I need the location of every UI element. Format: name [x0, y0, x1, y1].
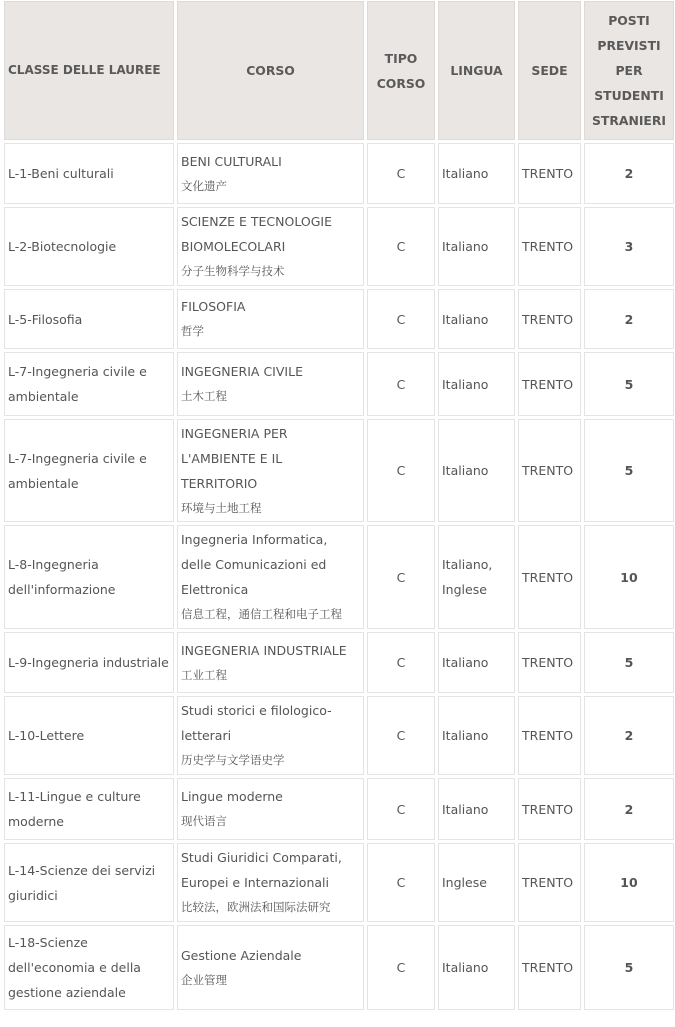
cell-corso — [177, 925, 364, 1010]
corso-name-italian: Studi storici e filologico-letterari — [181, 703, 332, 743]
cell-sede: TRENTO — [518, 352, 581, 416]
corso-name-chinese: 分子生物科学与技术 — [181, 264, 285, 278]
table-row — [4, 352, 674, 416]
cell-posti: 5 — [584, 925, 674, 1010]
corso-name-chinese: 历史学与文学语史学 — [181, 753, 285, 767]
table-row — [4, 696, 674, 775]
courses-table — [1, 0, 675, 1013]
cell-sede: TRENTO — [518, 419, 581, 522]
cell-classe: L-5-Filosofia — [4, 289, 174, 349]
corso-name-chinese: 信息工程，通信工程和电子工程 — [181, 607, 342, 621]
corso-name-italian: INGEGNERIA PER L'AMBIENTE E IL TERRITORIO — [181, 425, 288, 491]
table-row — [4, 843, 674, 922]
cell-lingua: Italiano — [438, 289, 515, 349]
cell-tipo: C — [367, 207, 435, 286]
header-classe: CLASSE DELLE LAUREE — [4, 1, 174, 140]
cell-corso — [177, 352, 364, 416]
table-row — [4, 419, 674, 522]
cell-lingua: Italiano — [438, 925, 515, 1010]
cell-classe: L-14-Scienze dei servizi giuridici — [4, 843, 174, 922]
cell-lingua: Italiano — [438, 352, 515, 416]
cell-lingua: Italiano — [438, 696, 515, 775]
table-row — [4, 143, 674, 204]
header-sede: SEDE — [518, 1, 581, 140]
cell-classe: L-9-Ingegneria industriale — [4, 632, 174, 693]
cell-classe: L-1-Beni culturali — [4, 143, 174, 204]
table-row — [4, 632, 674, 693]
table-row — [4, 289, 674, 349]
corso-name-italian: Gestione Aziendale — [181, 947, 302, 963]
header-posti: POSTI PREVISTI PER STUDENTI STRANIERI — [584, 1, 674, 140]
table-row — [4, 525, 674, 629]
corso-name-italian: INGEGNERIA CIVILE — [181, 364, 303, 379]
corso-name-chinese: 土木工程 — [181, 389, 227, 403]
corso-name-chinese: 工业工程 — [181, 667, 227, 682]
corso-name-chinese: 文化遗产 — [181, 178, 227, 193]
cell-corso — [177, 843, 364, 922]
cell-sede: TRENTO — [518, 843, 581, 922]
cell-sede: TRENTO — [518, 207, 581, 286]
cell-tipo: C — [367, 525, 435, 629]
cell-tipo: C — [367, 419, 435, 522]
cell-sede: TRENTO — [518, 925, 581, 1010]
cell-sede: TRENTO — [518, 143, 581, 204]
cell-tipo: C — [367, 843, 435, 922]
corso-name-chinese: 现代语言 — [181, 814, 227, 828]
cell-posti: 10 — [584, 525, 674, 629]
cell-posti: 10 — [584, 843, 674, 922]
cell-lingua: Inglese — [438, 843, 515, 922]
cell-lingua: Italiano — [438, 143, 515, 204]
cell-posti: 2 — [584, 143, 674, 204]
cell-corso — [177, 289, 364, 349]
corso-name-chinese: 比较法，欧洲法和国际法研究 — [181, 900, 331, 914]
cell-corso — [177, 143, 364, 204]
cell-sede: TRENTO — [518, 696, 581, 775]
cell-tipo: C — [367, 925, 435, 1010]
cell-corso — [177, 525, 364, 629]
header-lingua: LINGUA — [438, 1, 515, 140]
cell-sede: TRENTO — [518, 289, 581, 349]
corso-name-italian: Lingue moderne — [181, 789, 283, 804]
table-header-row — [4, 1, 674, 140]
table-row — [4, 778, 674, 840]
corso-name-italian: Studi Giuridici Comparati, Europei e Internazionali — [181, 850, 342, 890]
corso-name-italian: Ingegneria Informatica, delle Comunicazioni ed Elettronica — [181, 532, 328, 597]
cell-posti: 5 — [584, 419, 674, 522]
cell-corso — [177, 207, 364, 286]
cell-lingua: Italiano, Inglese — [438, 525, 515, 629]
corso-name-italian: INGEGNERIA INDUSTRIALE — [181, 642, 347, 658]
cell-corso — [177, 778, 364, 840]
cell-corso — [177, 696, 364, 775]
cell-classe: L-7-Ingegneria civile e ambientale — [4, 352, 174, 416]
cell-posti: 5 — [584, 632, 674, 693]
table-row — [4, 925, 674, 1010]
cell-tipo: C — [367, 632, 435, 693]
cell-classe: L-8-Ingegneria dell'informazione — [4, 525, 174, 629]
cell-classe: L-10-Lettere — [4, 696, 174, 775]
cell-lingua: Italiano — [438, 632, 515, 693]
table-row — [4, 207, 674, 286]
header-tipo: TIPO CORSO — [367, 1, 435, 140]
corso-name-chinese: 环境与土地工程 — [181, 500, 262, 515]
cell-corso — [177, 419, 364, 522]
header-corso: CORSO — [177, 1, 364, 140]
cell-tipo: C — [367, 778, 435, 840]
cell-posti: 3 — [584, 207, 674, 286]
cell-posti: 2 — [584, 696, 674, 775]
corso-name-italian: BENI CULTURALI — [181, 153, 282, 169]
cell-posti: 2 — [584, 778, 674, 840]
cell-posti: 5 — [584, 352, 674, 416]
cell-lingua: Italiano — [438, 419, 515, 522]
cell-lingua: Italiano — [438, 207, 515, 286]
cell-classe: L-2-Biotecnologie — [4, 207, 174, 286]
cell-posti: 2 — [584, 289, 674, 349]
cell-tipo: C — [367, 352, 435, 416]
cell-lingua: Italiano — [438, 778, 515, 840]
cell-tipo: C — [367, 143, 435, 204]
corso-name-chinese: 哲学 — [181, 324, 204, 338]
cell-classe: L-7-Ingegneria civile e ambientale — [4, 419, 174, 522]
cell-tipo: C — [367, 289, 435, 349]
cell-classe: L-18-Scienze dell'economia e della gestione aziendale — [4, 925, 174, 1010]
cell-corso — [177, 632, 364, 693]
corso-name-chinese: 企业管理 — [181, 972, 227, 987]
cell-tipo: C — [367, 696, 435, 775]
cell-classe: L-11-Lingue e culture moderne — [4, 778, 174, 840]
corso-name-italian: SCIENZE E TECNOLOGIE BIOMOLECOLARI — [181, 214, 332, 254]
cell-sede: TRENTO — [518, 525, 581, 629]
cell-sede: TRENTO — [518, 632, 581, 693]
cell-sede: TRENTO — [518, 778, 581, 840]
corso-name-italian: FILOSOFIA — [181, 299, 246, 314]
